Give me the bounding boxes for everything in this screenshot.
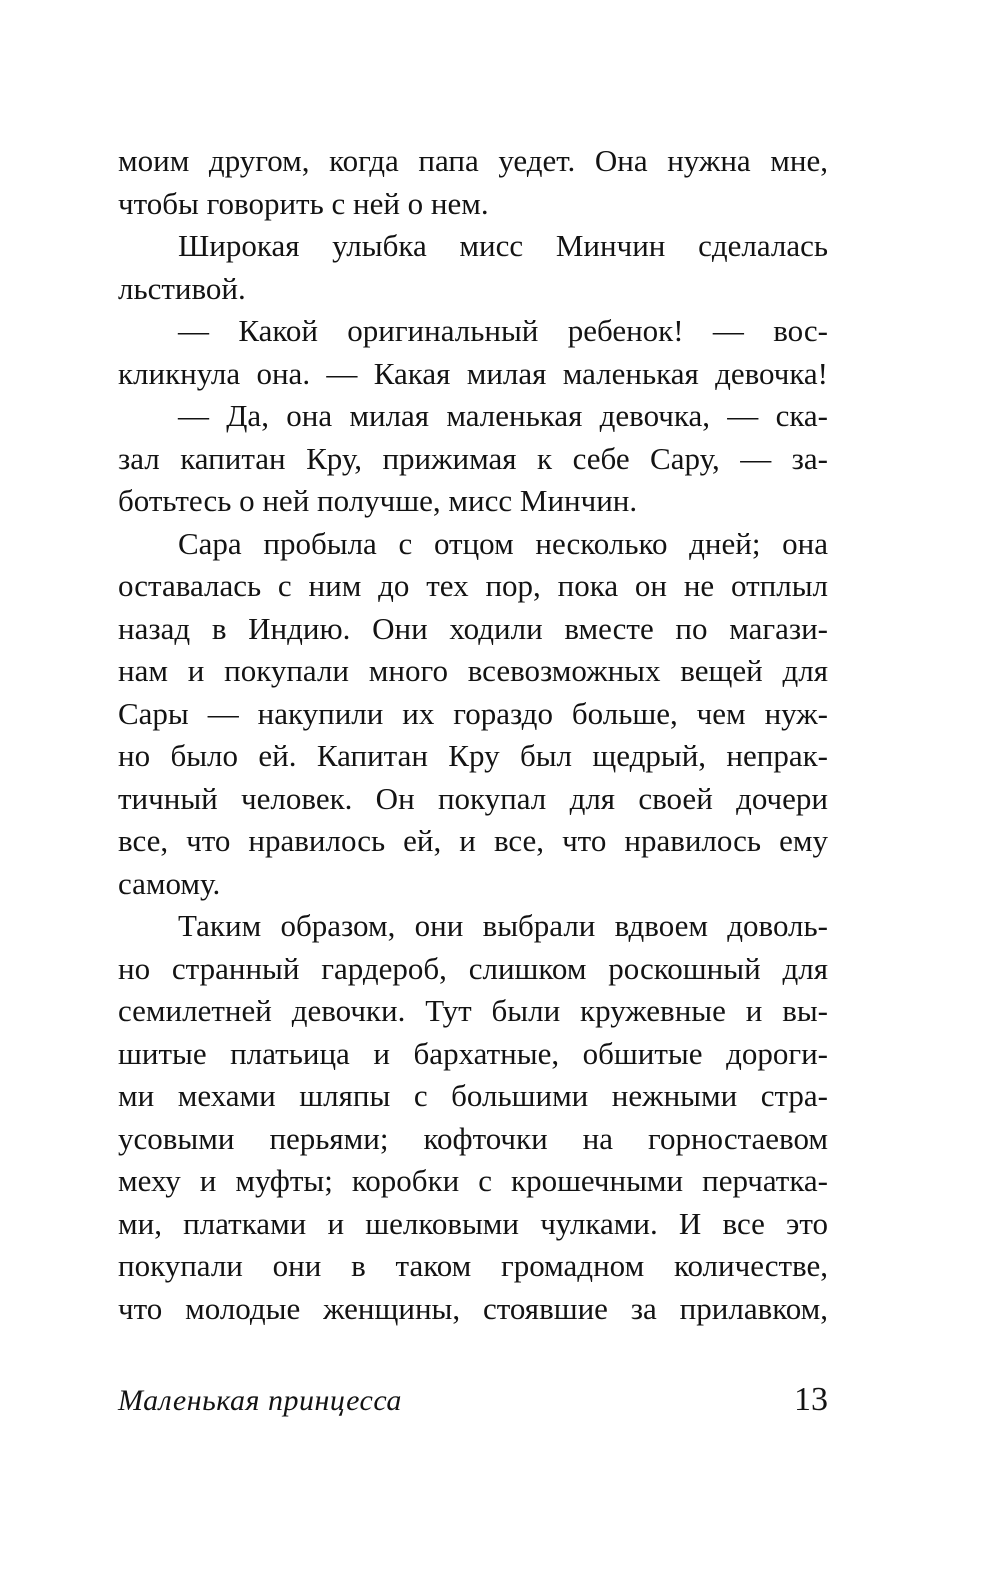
text-line: но было ей. Капитан Кру был щедрый, непрак-: [118, 738, 828, 773]
text-line: нам и покупали много всевозможных вещей для: [118, 653, 828, 688]
text-line: шитые платьица и бархатные, обшитые дороги-: [118, 1035, 828, 1071]
text-line: ми мехами шляпы с большими нежными стра-: [118, 1078, 828, 1113]
text-line: но странный гардероб, слишком роскошный для: [118, 950, 828, 986]
text-line: льстивой.: [118, 270, 246, 306]
text-line: Таким образом, они выбрали вдвоем доволь-: [178, 908, 828, 943]
text-line: все, что нравилось ей, и все, что нравилось ему: [118, 823, 828, 858]
page-number: 13: [794, 1381, 828, 1418]
text-line: моим другом, когда папа уедет. Она нужна мне,: [118, 143, 828, 178]
text-line: что молодые женщины, стоявшие за прилавком,: [118, 1290, 828, 1326]
text-line: усовыми перьями; кофточки на горностаевом: [118, 1120, 828, 1156]
text-line: — Да, она милая маленькая девочка, — ска-: [178, 398, 828, 433]
text-line: самому.: [118, 865, 221, 901]
page-footer: [118, 1381, 828, 1419]
text-line: оставалась с ним до тех пор, пока он не отплыл: [118, 568, 828, 603]
text-line: Широкая улыбка мисс Минчин сделалась: [178, 228, 828, 263]
text-line: назад в Индию. Они ходили вместе по магази-: [118, 610, 828, 646]
text-line: ботьтесь о ней получше, мисс Минчин.: [118, 483, 638, 518]
text-line: ми, платками и шелковыми чулками. И все это: [118, 1205, 828, 1241]
text-line: Сара пробыла с отцом несколько дней; она: [178, 525, 828, 561]
text-line: чтобы говорить с ней о нем.: [118, 185, 489, 221]
text-line: меху и муфты; коробки с крошечными перчатка-: [118, 1163, 828, 1198]
text-line: Сары — накупили их гораздо больше, чем нуж-: [118, 695, 828, 731]
text-line: покупали они в таком громадном количестве,: [118, 1248, 828, 1283]
text-line: семилетней девочки. Тут были кружевные и вы-: [118, 993, 828, 1028]
text-line: кликнула она. — Какая милая маленькая девочка!: [118, 355, 828, 391]
text-line: — Какой оригинальный ребенок! — вос-: [178, 313, 828, 348]
text-line: тичный человек. Он покупал для своей дочери: [118, 780, 828, 816]
page-text: [118, 140, 828, 1330]
running-title: Маленькая принцесса: [118, 1384, 402, 1417]
text-line: зал капитан Кру, прижимая к себе Сару, — за-: [118, 440, 828, 476]
